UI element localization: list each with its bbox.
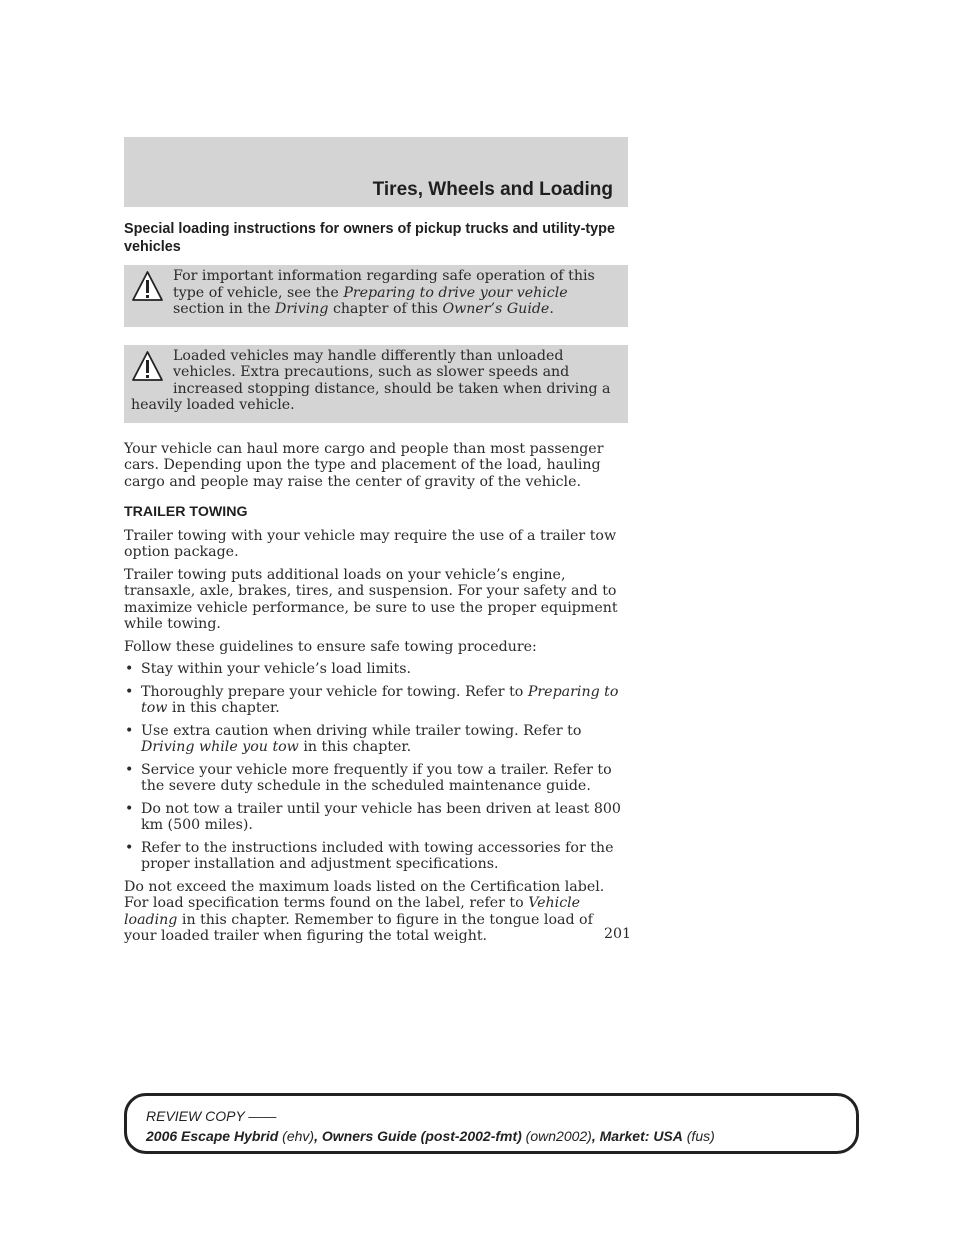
page-number: 201	[604, 926, 632, 942]
bullet: •	[125, 800, 134, 817]
paragraph: Trailer towing puts additional loads on your vehicle’s engine, transaxle, axle, brakes, tires, and suspension. For your safety and to maximize vehicle performance, be sure to use the proper equipment while towing.	[124, 566, 618, 632]
trailer-towing-heading: TRAILER TOWING	[124, 504, 248, 520]
paragraph: Follow these guidelines to ensure safe towing procedure:	[124, 638, 537, 655]
paragraph: Trailer towing with your vehicle may require the use of a trailer tow option package.	[124, 527, 617, 560]
list-item: • Thoroughly prepare your vehicle for towing. Refer to Preparing to tow in this chapter.	[125, 683, 619, 716]
review-copy-details: 2006 Escape Hybrid (ehv), Owners Guide (post-2002-fmt) (own2002), Market: USA (fus)	[146, 1128, 715, 1144]
bullet: •	[125, 839, 134, 856]
warning-box-loaded-vehicles	[124, 345, 628, 423]
chapter-header-band	[124, 137, 628, 207]
bullet: •	[125, 661, 134, 677]
bullet: •	[125, 722, 134, 739]
warning-box-safe-operation	[124, 265, 628, 327]
section-heading: Special loading instructions for owners of pickup trucks and utility-type vehicles	[124, 221, 615, 255]
list-item: • Stay within your vehicle’s load limits.	[125, 661, 412, 677]
bullet: •	[125, 683, 134, 700]
warning-triangle-icon	[131, 270, 164, 303]
link-preparing-to-drive: Preparing to drive your vehicle	[343, 284, 568, 301]
review-copy-box	[124, 1093, 859, 1154]
list-item: • Use extra caution when driving while trailer towing. Refer to Driving while you tow in this chapter.	[125, 722, 582, 755]
page-content	[124, 220, 628, 951]
final-paragraph: Do not exceed the maximum loads listed on the Certification label. For load specification terms found on the label, refer to Vehicle loading in this chapter. Remember to figure in the tongue load of your loaded trailer when figuring the total weight.	[124, 878, 605, 944]
bullet: •	[125, 761, 134, 778]
list-item: • Service your vehicle more frequently if you tow a trailer. Refer to the severe duty schedule in the scheduled maintenance guide.	[125, 761, 612, 794]
warning-triangle-icon	[131, 350, 164, 383]
chapter-title: Tires, Wheels and Loading	[372, 179, 613, 200]
warning-text: For important information regarding safe operation of this type of vehicle, see the Preparing to drive your vehicle section in the Driving chapter of this Owner’s Guide.	[173, 268, 595, 317]
list-item: • Refer to the instructions included with towing accessories for the proper installation and adjustment specifications.	[125, 839, 614, 872]
list-item: • Do not tow a trailer until your vehicle has been driven at least 800 km (500 miles).	[125, 800, 621, 833]
towing-guidelines-list	[124, 661, 628, 873]
warning-text: Loaded vehicles may handle differently than unloaded vehicles. Extra precautions, such as slower speeds and increased stopping distance, should be taken when driving a heavily loaded vehicle.	[131, 347, 611, 413]
review-copy-label: REVIEW COPY ——	[146, 1108, 277, 1124]
intro-paragraph: Your vehicle can haul more cargo and people than most passenger cars. Depending upon the type and placement of the load, hauling cargo and people may raise the center of gravity of the vehicle.	[124, 440, 604, 490]
